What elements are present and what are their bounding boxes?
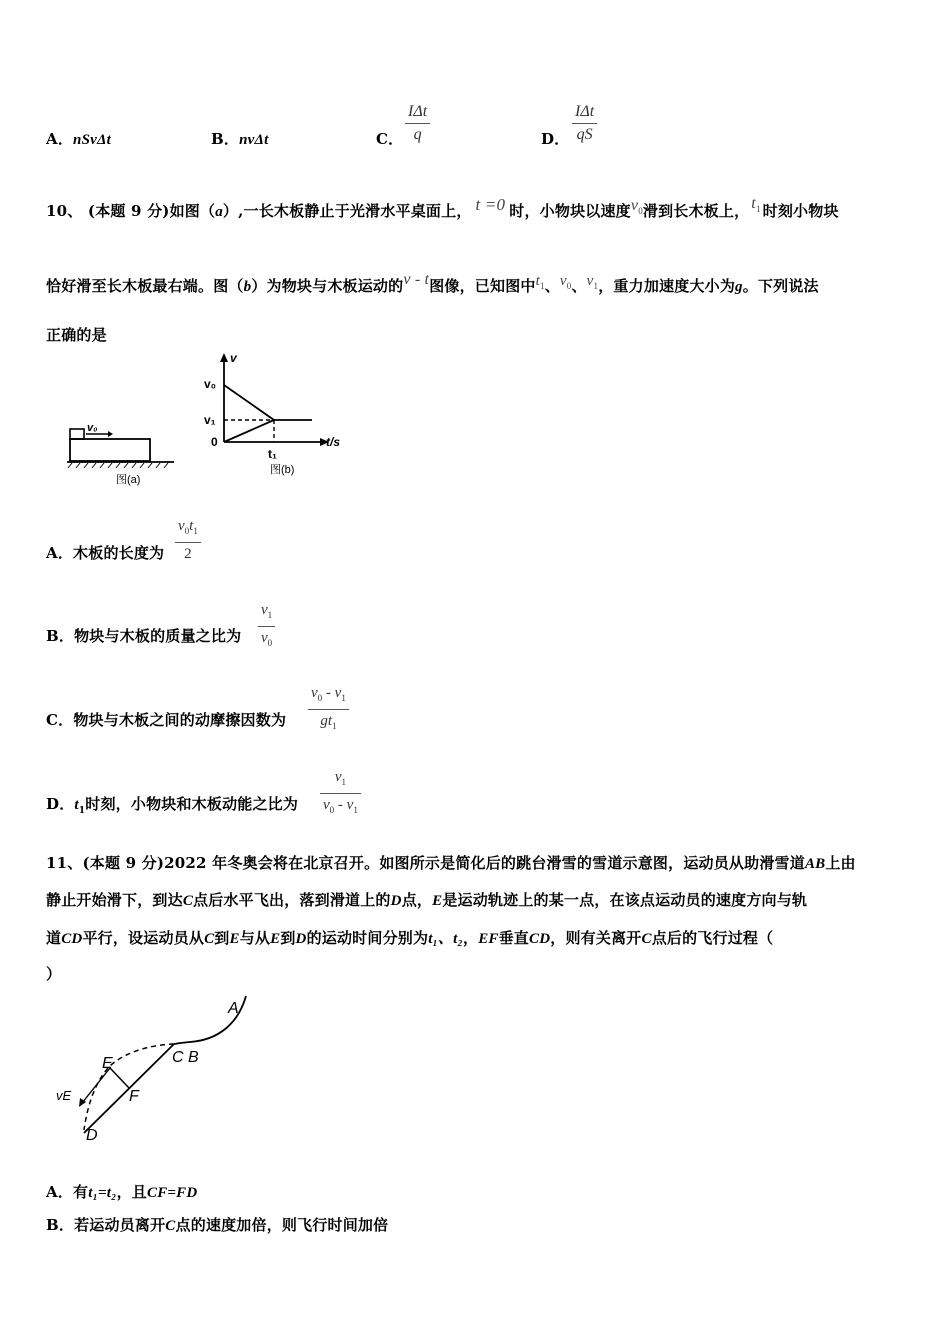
- q10-option-a-fraction: $v_0t_1$ 2: [175, 517, 201, 563]
- fig-b-axis-v: v: [230, 351, 237, 365]
- q9-option-a[interactable]: A．nSvΔt: [46, 130, 111, 148]
- label-d: D: [86, 1127, 98, 1144]
- fig-b-axis-t: t/s: [326, 435, 341, 449]
- q10-option-d-fraction: $v_1$ $v_0 - v_1$: [320, 768, 361, 819]
- q10-option-a[interactable]: A．木板的长度为: [46, 544, 165, 562]
- block-vt-line: [224, 385, 274, 420]
- q10-option-b-fraction: $v_1$ $v_0$: [258, 601, 275, 652]
- fig-b-v1: v₁: [204, 413, 216, 427]
- block: [70, 429, 84, 439]
- q10-option-c-fraction: $v_0 - v_1$ $gt_1$: [308, 684, 349, 735]
- fig-a-v0-label: v₀: [87, 422, 98, 434]
- q11-stem-line2: 静止开始滑下，到达C点后水平飞出，落到滑道上的D点，E是运动轨迹上的某一点，在该点运动员的速度方向与轨: [46, 891, 808, 909]
- segment-ef: [110, 1068, 129, 1088]
- fig-b-t1: t₁: [268, 447, 277, 461]
- q10-figure-b: [200, 350, 360, 480]
- velocity-ve: [82, 1068, 110, 1103]
- fig-a-caption: 图(a): [116, 474, 141, 486]
- q11-option-b[interactable]: B．若运动员离开C点的速度加倍，则飞行时间加倍: [46, 1216, 389, 1234]
- q11-figure: [50, 990, 270, 1150]
- q10-option-d[interactable]: D．$t_1$时刻，小物块和木板动能之比为: [46, 795, 299, 816]
- q11-stem-line3: 道CD平行，设运动员从C到E与从E到D的运动时间分别为t₁、t₂，EF垂直CD，则有关离开C点后的飞行过程（: [46, 929, 774, 947]
- q10-option-c[interactable]: C．物块与木板之间的动摩擦因数为: [46, 711, 287, 729]
- q10-stem-line2: 恰好滑至长木板最右端。图（b）为物块与木板运动的v - t图像，已知图中$t_1$、$v_0$、$v_1$，重力加速度大小为g。下列说法: [46, 271, 819, 295]
- label-f: F: [129, 1088, 139, 1105]
- q10-option-b[interactable]: B．物块与木板的质量之比为: [46, 627, 242, 645]
- q9-option-b[interactable]: B．nvΔt: [211, 130, 269, 148]
- q10-stem-line3: 正确的是: [46, 326, 107, 344]
- q11-stem-line1: 11、(本题 9 分)2022 年冬奥会将在北京召开。如图所示是简化后的跳台滑雪的雪道示意图，运动员从助滑雪道AB上由: [46, 854, 856, 872]
- board-vt-line: [224, 420, 274, 442]
- q11-option-a[interactable]: A．有t₁=t₂，且CF=FD: [46, 1183, 198, 1201]
- q9-option-d-fraction: IΔt qS: [572, 103, 597, 144]
- label-e: E: [102, 1055, 113, 1072]
- label-ve: vE: [56, 1088, 72, 1103]
- plank: [70, 439, 150, 461]
- fig-b-v0: v₀: [204, 377, 217, 391]
- q9-option-c[interactable]: C．: [376, 130, 404, 148]
- label-cb: C B: [172, 1049, 199, 1066]
- label-a: A: [228, 1000, 239, 1017]
- q10-figure-a: [62, 415, 180, 490]
- q9-option-c-fraction: IΔt q: [405, 103, 430, 144]
- fig-b-zero: 0: [211, 435, 218, 449]
- q11-stem-line4: ）: [46, 965, 62, 983]
- fig-b-caption: 图(b): [270, 464, 295, 476]
- q10-stem-line1: 10、 (本题 9 分)如图（a）,一长木板静止于光滑水平桌面上， t =0 时，小物块以速度$v_0$滑到长木板上， $t_1$ 时刻小物块: [46, 195, 839, 220]
- q9-option-d[interactable]: D．: [541, 130, 570, 148]
